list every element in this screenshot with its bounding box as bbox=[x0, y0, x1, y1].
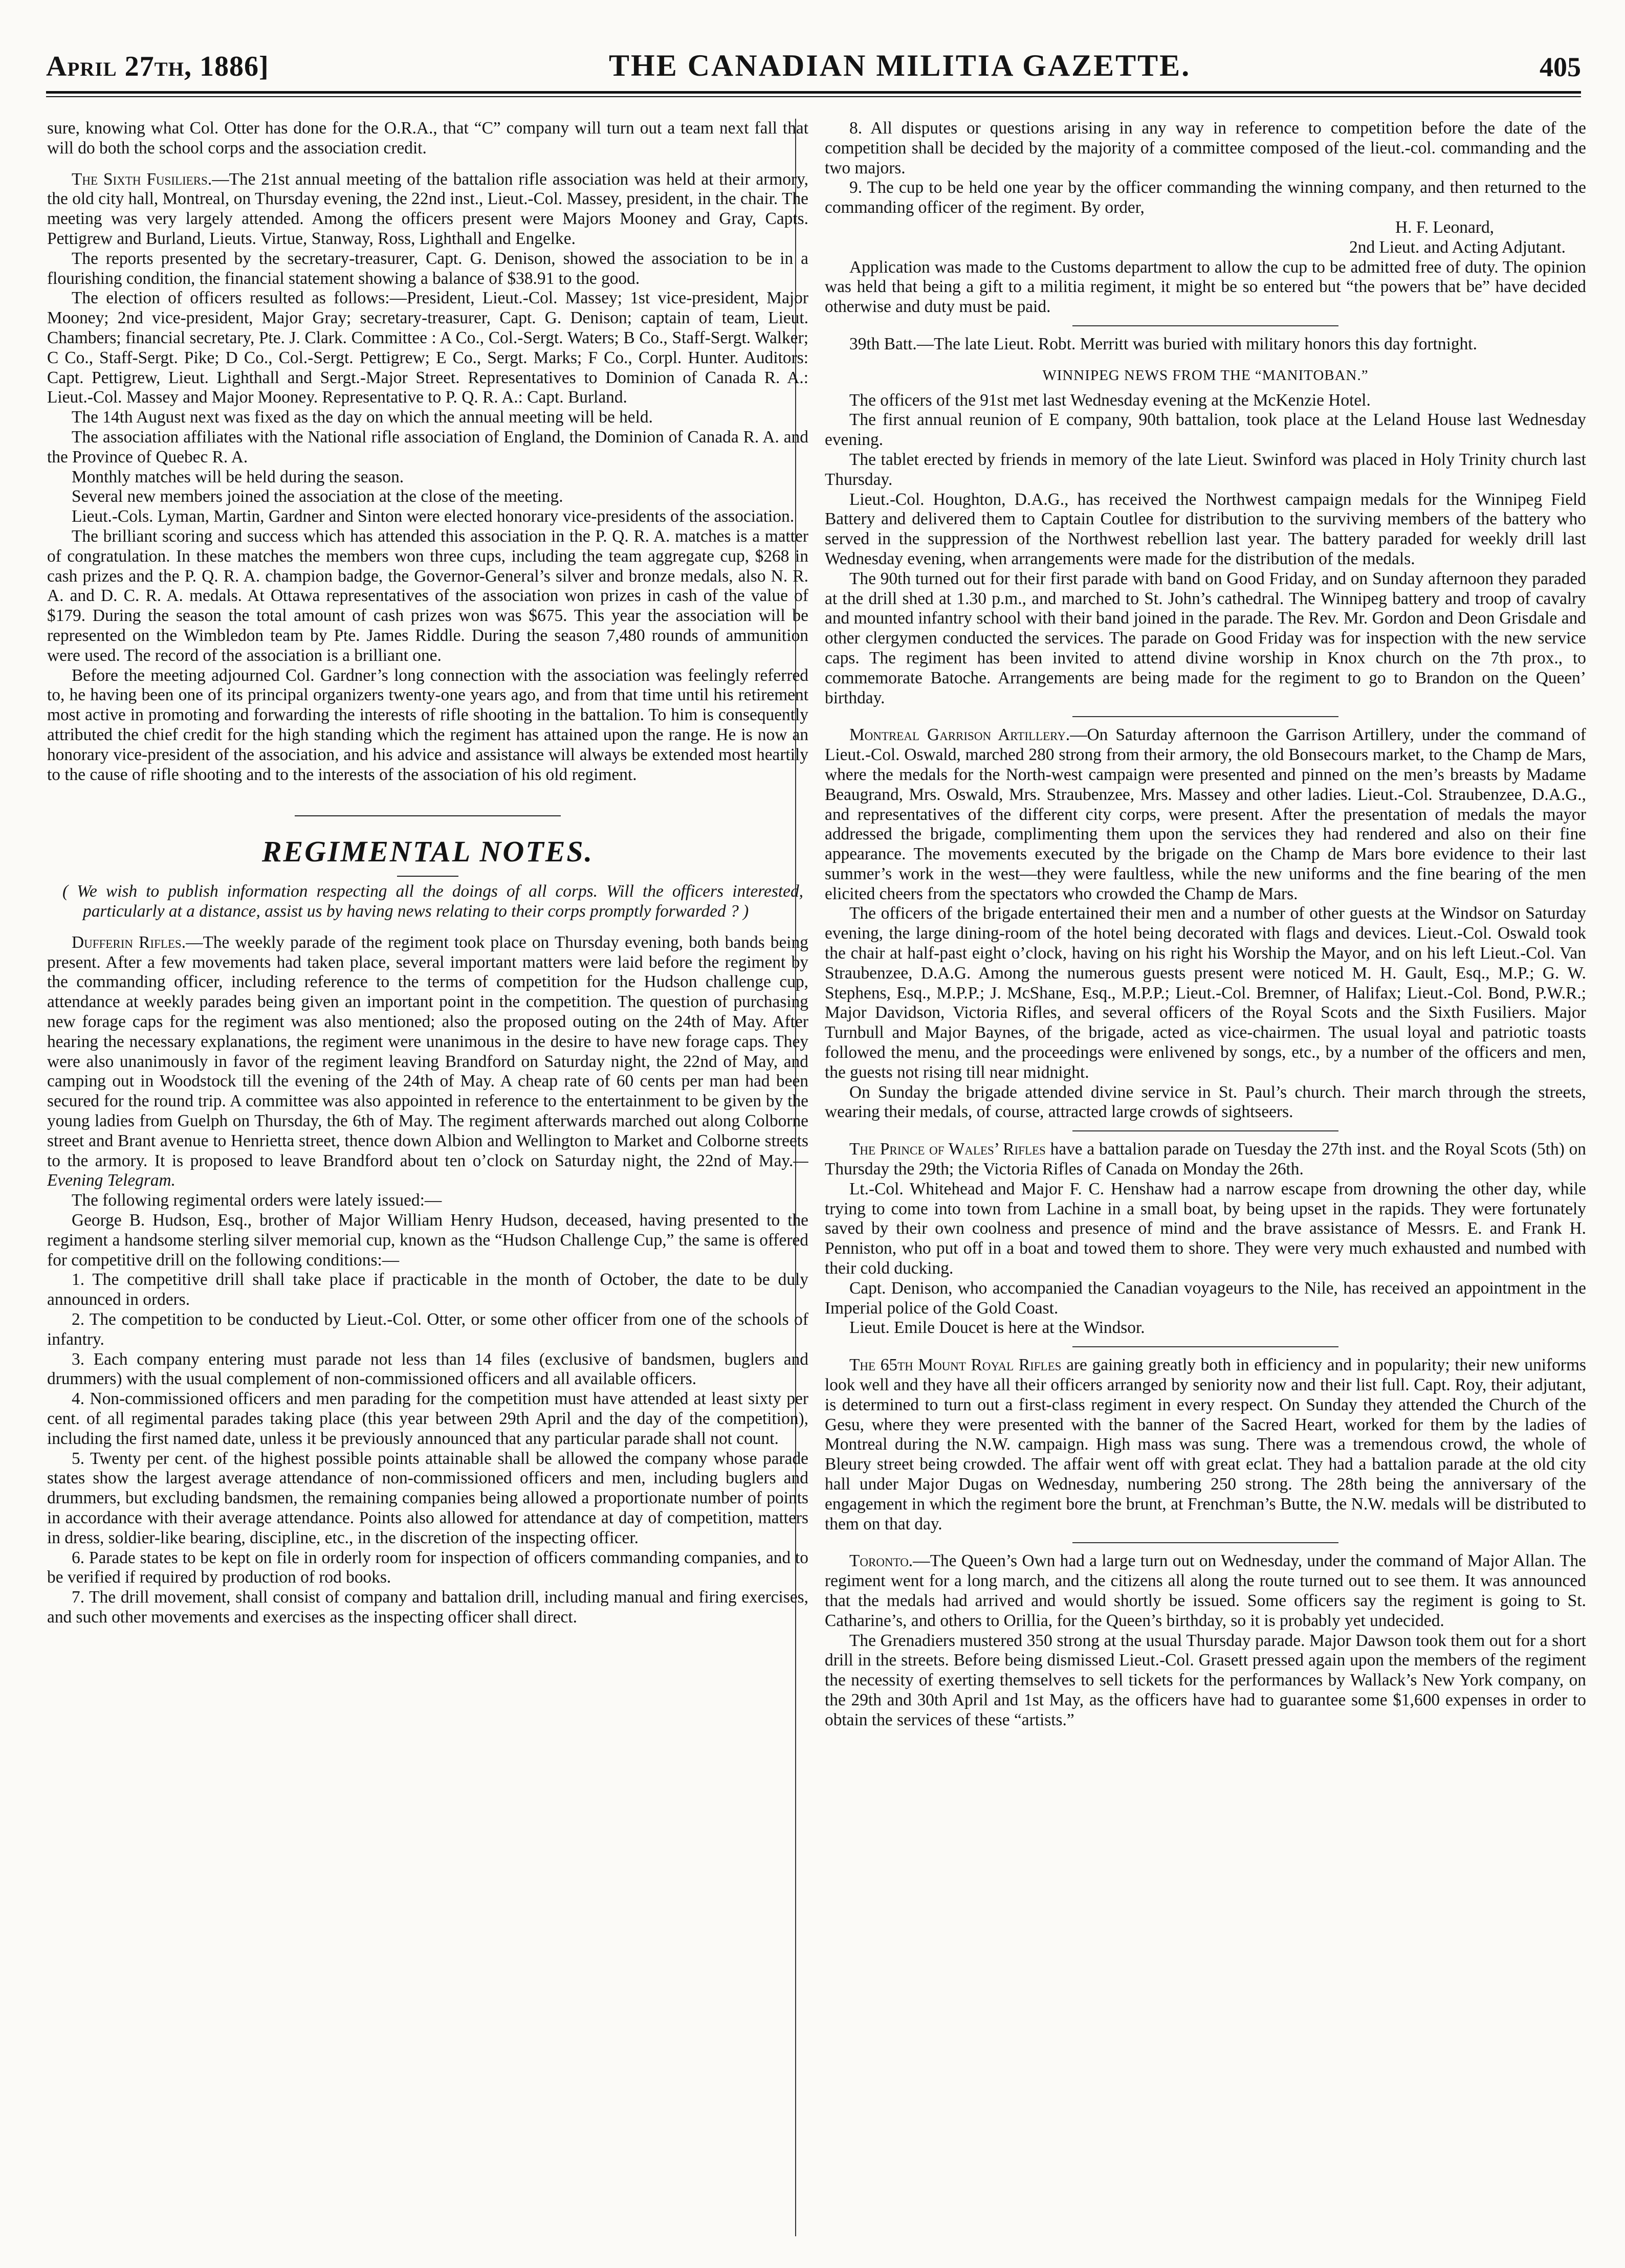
paragraph: The association affiliates with the National rifle association of England, the Dominion of Canada R. A. and the Province of Quebec R. A. bbox=[47, 427, 808, 466]
dufferin-lead: Dufferin Rifles. bbox=[72, 932, 186, 952]
paragraph: Monthly matches will be held during the season. bbox=[72, 467, 404, 486]
sixth-fusiliers-text: —The 21st annual meeting of the battalion rifle association was held at their armory, the old city hall, Montreal, on Thursday evening, the 22nd inst., Lieut.-Col. Massey, president, in the chair. The meeting was very largely attended. Among the officers present were Majors Mooney and Gray, Capts. Pettigrew and Burland, Lieuts. Virtue, Stanway, Ross, Lighthall and Engelke. bbox=[47, 169, 808, 248]
sixtyfifth-text: are gaining greatly both in efficiency and in popularity; their new uniforms look well and they have all their officers arranged by seniority now and their list full. Capt. Roy, their adjutant, is determined to turn out a first-class regiment in every respect. On Sunday they attended the Church of the Gesu, where they were presented with the banner of the Sacred Heart, worked for them by the ladies of Montreal during the N.W. campaign. High mass was sung. There was a tremendous crowd, the whole of Bleury street being crowded. The affair went off with great eclat. They had a battalion parade at the old city hall under Major Dugas on Wednesday, numbering 250 strong. The 28th being the anniversary of the engagement in which the regiment bore the brunt, at Frenchman’s Butte, the N.W. medals will be distributed to them on that day. bbox=[825, 1355, 1586, 1533]
sixtyfifth-lead: The 65th Mount Royal Rifles bbox=[849, 1355, 1062, 1375]
paragraph: Before the meeting adjourned Col. Gardner’s long connection with the association was feelingly referred to, he having been one of its principal organizers twenty-one years ago, and from that time until his retirement most active in promoting and forwarding the interests of rifle shooting in the battalion. To him is consequently attributed the chief credit for the high standing which the regiment has attained upon the range. He is now an honorary vice-president of the association, and his advice and assistance will always be extended most heartily to the cause of rifle shooting and to the interests of the association of his old regiment. bbox=[47, 665, 808, 784]
sixtyfifth-paragraph bbox=[825, 1355, 1586, 1534]
condition-item: 1. The competitive drill shall take place if practicable in the month of October, the date to be duly announced in orders. bbox=[47, 1270, 808, 1309]
paragraph: 39th Batt.—The late Lieut. Robt. Merritt was buried with military honors this day fortnight. bbox=[849, 334, 1477, 353]
paragraph: The election of officers resulted as follows:—President, Lieut.-Col. Massey; 1st vice-president, Major Mooney; 2nd vice-president, Major Gray; secretary-treasurer, Capt. G. Denison; captain of team, Lieut. Chambers; financial secretary, Pte. J. Clark. Committee : A Co., Col.-Sergt. Waters; B Co., Staff-Sergt. Walker; C Co., Staff-Sergt. Pike; D Co., Col.-Sergt. Pettigrew; E Co., Sergt. Marks; F Co., Corpl. Hunter. Auditors: Capt. Pettigrew, Lieut. Lighthall and Sergt.-Major Street. Representatives to Dominion of Canada R. A.: Lieut.-Col. Massey and Major Mooney. Representative to P. Q. R. A.: Capt. Burland. bbox=[47, 288, 808, 407]
paragraph: Capt. Denison, who accompanied the Canadian voyageurs to the Nile, has received an appointment in the Imperial police of the Gold Coast. bbox=[825, 1278, 1586, 1318]
paragraph: Lieut. Emile Doucet is here at the Windsor. bbox=[849, 1318, 1145, 1338]
section-heading: REGIMENTAL NOTES. bbox=[261, 835, 594, 869]
paragraph: Lt.-Col. Whitehead and Major F. C. Henshaw had a narrow escape from drowning the other day, while trying to come into town from Lachine in a small boat, by being upset in the rapids. They were fortunately saved by their own coolness and presence of mind and the brave assistance of Messrs. E. and Frank H. Penniston, who put off in a boat and towed them to shore. They were very much exhausted and numbed with their cold ducking. bbox=[825, 1179, 1586, 1278]
paragraph: Several new members joined the association at the close of the meeting. bbox=[72, 487, 563, 506]
paragraph: The reports presented by the secretary-treasurer, Capt. G. Denison, showed the association to be in a flourishing condition, the financial statement showing a balance of $38.91 to the good. bbox=[47, 249, 808, 288]
dufferin-paragraph bbox=[47, 933, 808, 1191]
separator-rule bbox=[1072, 716, 1338, 717]
toronto-text: —The Queen’s Own had a large turn out on Wednesday, under the command of Major Allan. The regiment went for a long march, and the citizens all along the route turned out to see them. It was announced that the medals had arrived and would shortly be issued. Some officers say the regiment is going to St. Catharine’s, and others to Orillia, for the Queen’s birthday, so it is probably yet undecided. bbox=[825, 1551, 1586, 1630]
short-rule bbox=[397, 876, 458, 877]
section-separator bbox=[295, 815, 561, 816]
header-rule bbox=[46, 91, 1581, 94]
left-column bbox=[47, 119, 808, 2241]
paragraph: The 14th August next was fixed as the day on which the annual meeting will be held. bbox=[72, 408, 653, 427]
right-column bbox=[825, 119, 1586, 2241]
condition-item: 4. Non-commissioned officers and men parading for the competition must have attended at least sixty per cent. of all regimental parades taking place (this year between 29th April and the day of the competition), including the first named date, unless it be previously announced that any particular parade shall not count. bbox=[47, 1389, 808, 1448]
prince-lead: The Prince of Wales’ Rifles bbox=[849, 1140, 1046, 1159]
montreal-text: —On Saturday afternoon the Garrison Artillery, under the command of Lieut.-Col. Oswald, marched 280 strong from their armory, the old Bonsecours market, to the Champ de Mars, where the medals for the North-west campaign were presented and pinned on the men’s breasts by Madame Beaugrand, Mrs. Oswald, Mrs. Straubenzee, Mrs. Massey and other ladies. Lieut.-Col. Straubenzee, D.A.G., and representatives of the different city corps, were present. After the presentation of medals the mayor addressed the brigade, complimenting them upon the services they had rendered and also on their fine appearance. The movements executed by the brigade on the Champ de Mars bore evidence to their last summer’s work in the west—they were faultless, while the new uniforms and the fine bearing of the men elicited cheers from the spectators who crowded the Champ de Mars. bbox=[825, 725, 1586, 903]
paragraph: Application was made to the Customs department to allow the cup to be admitted free of duty. The opinion was held that being a gift to a militia regiment, it might be so entered but “the powers that be” have decided otherwise and duty must be paid. bbox=[825, 257, 1586, 317]
page-header bbox=[46, 46, 1581, 87]
toronto-paragraph bbox=[825, 1551, 1586, 1631]
condition-item: 2. The competition to be conducted by Lieut.-Col. Otter, or some other officer from one of the schools of infantry. bbox=[47, 1310, 808, 1349]
condition-item: 9. The cup to be held one year by the officer commanding the winning company, and then returned to the commanding officer of the regiment. By order, bbox=[825, 178, 1586, 217]
paragraph: The following regimental orders were lately issued:— bbox=[72, 1191, 442, 1210]
paragraph: George B. Hudson, Esq., brother of Major William Henry Hudson, deceased, having presented to the regiment a handsome sterling silver memorial cup, known as the “Hudson Challenge Cup,” the same is offered for competitive drill on the following conditions:— bbox=[47, 1211, 808, 1270]
gazette-title: THE CANADIAN MILITIA GAZETTE. bbox=[609, 49, 1191, 82]
paragraph: Lieut.-Col. Houghton, D.A.G., has received the Northwest campaign medals for the Winnipeg Field Battery and delivered them to Captain Coutlee for distribution to the surviving members of the battery who served in the suppression of the Northwest rebellion last year. The battery paraded for weekly drill last Wednesday evening, when arrangements were made for the distribution of the medals. bbox=[825, 490, 1586, 568]
sixth-fusiliers-paragraph bbox=[47, 170, 808, 249]
sixth-fusiliers-lead: The Sixth Fusiliers. bbox=[72, 169, 212, 189]
issue-date: April 27th, 1886] bbox=[46, 51, 269, 82]
paragraph: The officers of the brigade entertained their men and a number of other guests at the Windsor on Saturday evening, the large dining-room of the hotel being decorated with flags and devices. Lieut.-Col. Oswald took the chair at half-past eight o’clock, having on his right his Worship the Mayor, and on his left Lieut.-Col. Van Straubenzee, D.A.G. Among the numerous guests present were noticed M. H. Gault, Esq., M.P.; G. W. Stephens, Esq., M.P.P.; J. McShane, Esq., M.P.P.; Lieut.-Col. Bremner, of Halifax; Lieut.-Col. Bond, P.W.R.; Major Davidson, Victoria Rifles, and several officers of the Royal Scots and the Sixth Fusiliers. Major Turnbull and Major Baynes, of the brigade, acted as vice-chairmen. The usual loyal and patriotic toasts followed the menu, and the proceedings were enlivened by songs, etc., by a number of the officers and men, the guests not rising till near midnight. bbox=[825, 904, 1586, 1082]
dufferin-source: —Evening Telegram. bbox=[47, 1151, 808, 1190]
separator-rule bbox=[1072, 1130, 1338, 1131]
signature-title: 2nd Lieut. and Acting Adjutant. bbox=[1349, 237, 1566, 257]
paragraph: The 90th turned out for their first parade with band on Good Friday, and on Sunday afternoon they paraded at the drill shed at 1.30 p.m., and marched to St. John’s cathedral. The Winnipeg battery and troop of cavalry and mounted infantry school with their band joined in the parade. The Rev. Mr. Gordon and Deon Grisdale and other clergymen conducted the services. The parade on Good Friday was for inspection with the new service caps. The regiment has been invited to attend divine worship in Knox church on the 7th prox., to commemorate Batoche. Arrangements are being made for the regiment to go to Brandon on the Queen’ birthday. bbox=[825, 569, 1586, 707]
intro-paragraph: sure, knowing what Col. Otter has done for the O.R.A., that “C” company will turn out a team next fall that will do both the school corps and the association credit. bbox=[47, 119, 808, 158]
toronto-lead: Toronto. bbox=[849, 1551, 913, 1571]
dufferin-text: —The weekly parade of the regiment took place on Thursday evening, both bands being present. After a few movements had taken place, several important matters were laid before the regiment by the commanding officer, including reference to the terms of competition for the Hudson challenge cup, attendance at weekly parades being given an important point in the competition. The question of purchasing new forage caps for the regiment was also mentioned; also the proposed outing on the 24th of May. After hearing the necessary explanations, the regiment were unanimous in the desire to have new forage caps. They were also unanimously in favor of the regiment leaving Brandford on Saturday night, the 22nd of May, and camping out in Woodstock till the evening of the 24th of May. A cheap rate of 60 cents per man had been secured for the round trip. A committee was also appointed in reference to the entertainment to be given by the young ladies from Guelph on Thursday, the 6th of May. The regiment afterwards marched out along Colborne street and Brant avenue to Henrietta street, thence down Albion and Wellington to Market and Colborne streets to the armory. It is proposed to leave Brandford about ten o’clock on Saturday night, the 22nd of May. bbox=[47, 932, 808, 1170]
condition-item: 3. Each company entering must parade not less than 14 files (exclusive of bandsmen, buglers and drummers) with the usual complement of non-commissioned officers and all available officers. bbox=[47, 1349, 808, 1389]
prince-text: have a battalion parade on Tuesday the 27th inst. and the Royal Scots (5th) on Thursday the 29th; the Victoria Rifles of Canada on Monday the 26th. bbox=[825, 1140, 1586, 1179]
editorial-note: ( We wish to publish information respecting all the doings of all corps. Will the officers interested, particularly at a distance, assist us by having news relating to their corps promptly forwarded ? ) bbox=[62, 882, 803, 921]
paragraph: The tablet erected by friends in memory of the late Lieut. Swinford was placed in Holy Trinity church last Thursday. bbox=[825, 450, 1586, 489]
paragraph: The first annual reunion of E company, 90th battalion, took place at the Leland House last Wednesday evening. bbox=[825, 410, 1586, 450]
paragraph: On Sunday the brigade attended divine service in St. Paul’s church. Their march through the streets, wearing their medals, of course, attracted large crowds of sightseers. bbox=[825, 1082, 1586, 1122]
separator-rule bbox=[1072, 1542, 1338, 1543]
separator-rule bbox=[1072, 325, 1338, 326]
montreal-paragraph bbox=[825, 725, 1586, 904]
montreal-lead: Montreal Garrison Artillery. bbox=[849, 725, 1070, 745]
paragraph: The Grenadiers mustered 350 strong at the usual Thursday parade. Major Dawson took them out for a short drill in the streets. Before being dismissed Lieut.-Col. Grasett pressed again upon the members of the regiment the necessity of exerting themselves to sell tickets for the performances by Wallack’s New York company, on the 29th and 30th April and 1st May, as the officers have had to guarantee some $1,600 expenses in order to obtain the services of these “artists.” bbox=[825, 1631, 1586, 1729]
paragraph: Lieut.-Cols. Lyman, Martin, Gardner and Sinton were elected honorary vice-presidents of the association. bbox=[72, 507, 795, 526]
paragraph: The officers of the 91st met last Wednesday evening at the McKenzie Hotel. bbox=[849, 390, 1371, 410]
signature-name: H. F. Leonard, bbox=[1395, 217, 1494, 237]
condition-item: 7. The drill movement, shall consist of company and battalion drill, including manual and firing exercises, and such other movements and exercises as the inspecting officer shall direct. bbox=[47, 1588, 808, 1627]
page-number: 405 bbox=[1540, 52, 1581, 82]
condition-item: 6. Parade states to be kept on file in orderly room for inspection of officers commanding companies, and to be verified if required by production of rod books. bbox=[47, 1548, 808, 1587]
subheading: WINNIPEG NEWS FROM THE “MANITOBAN.” bbox=[1042, 367, 1369, 384]
separator-rule bbox=[1072, 1346, 1338, 1347]
header-rule-thin bbox=[46, 96, 1581, 97]
paragraph: The brilliant scoring and success which has attended this association in the P. Q. R. A. matches is a matter of congratulation. In these matches the members won three cups, including the team aggregate cup, $268 in cash prizes and the P. Q. R. A. champion badge, the Governor-General’s silver and bronze medals, also N. R. A. and D. C. R. A. medals. At Ottawa representatives of the association won prizes in cash of the value of $179. During the season the total amount of cash prizes won was $675. This year the association will be represented on the Wimbledon team by Pte. James Riddle. During the season 7,480 rounds of ammunition were used. The record of the association is a brilliant one. bbox=[47, 526, 808, 665]
condition-item: 5. Twenty per cent. of the highest possible points attainable shall be allowed the company whose parade states show the largest average attendance of non-commissioned officers and men, including buglers and drummers, but excluding bandsmen, the remaining companies being allowed a proportionate number of points in accordance with their average attendance. Points also allowed for attendance at day of competition, matters in dress, soldier-like bearing, discipline, etc., in the discretion of the inspecting officer. bbox=[47, 1449, 808, 1547]
prince-paragraph bbox=[825, 1140, 1586, 1180]
condition-item: 8. All disputes or questions arising in any way in reference to competition before the date of the competition shall be decided by the majority of a committee composed of the lieut.-col. commanding and the two majors. bbox=[825, 119, 1586, 177]
